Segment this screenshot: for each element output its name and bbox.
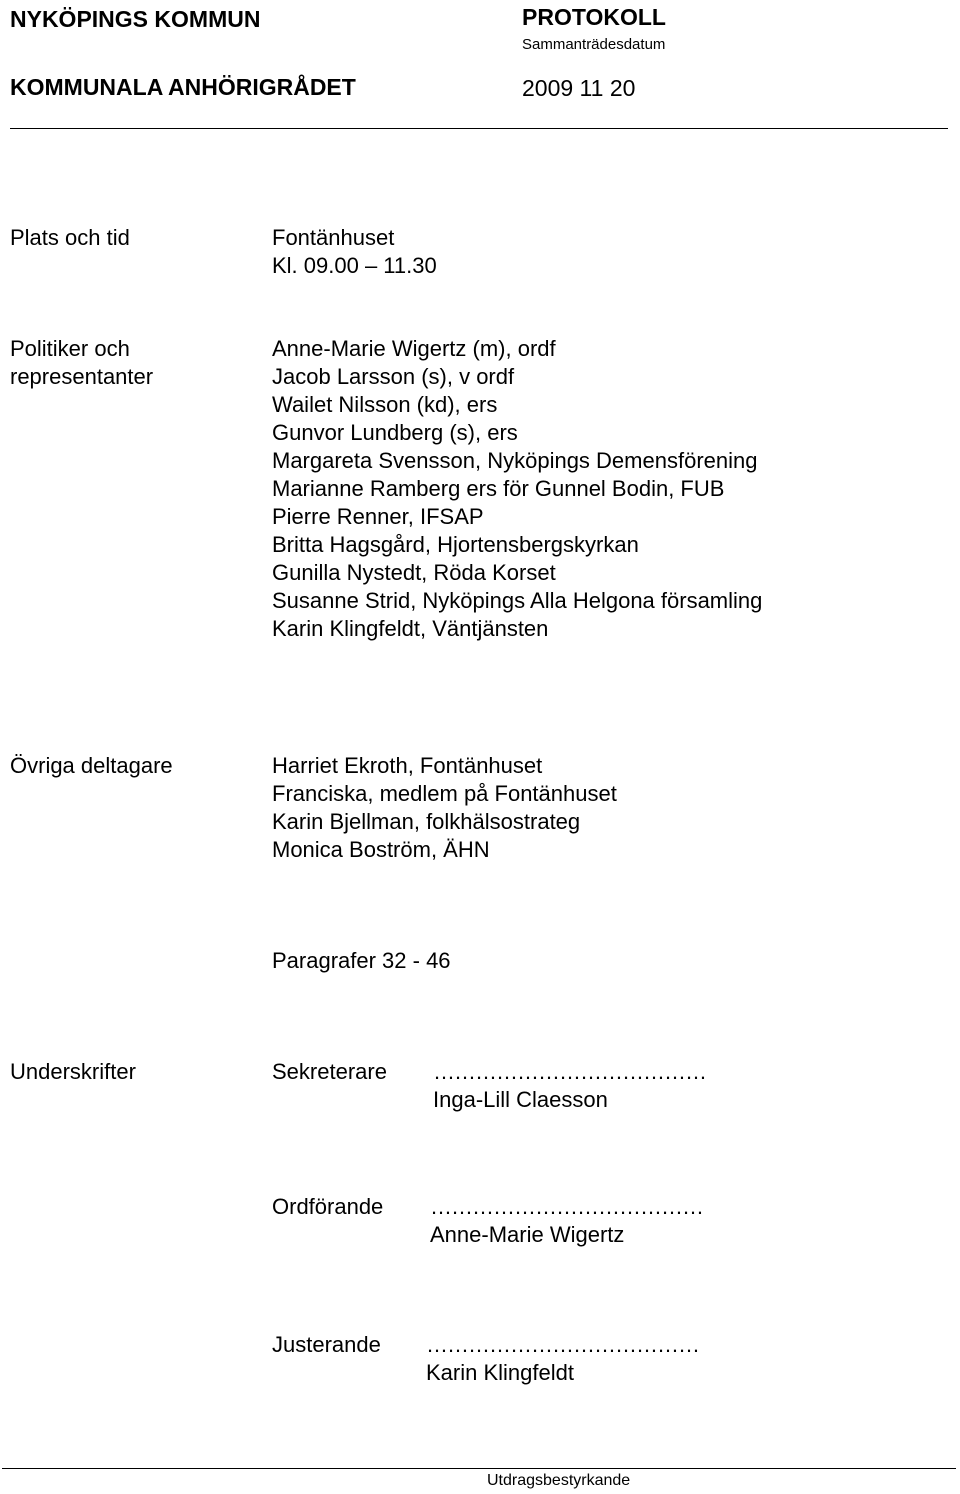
list-item: Monica Boström, ÄHN xyxy=(272,837,490,862)
list-item: Pierre Renner, IFSAP xyxy=(272,504,484,529)
list-item: Marianne Ramberg ers för Gunnel Bodin, FUB xyxy=(272,476,725,501)
list-item: Karin Bjellman, folkhälsostrateg xyxy=(272,809,581,834)
meeting-date: 2009 11 20 xyxy=(522,75,636,101)
others-list xyxy=(272,752,617,864)
secretary-name: Inga-Lill Claesson xyxy=(433,1087,608,1112)
adjuster-name: Karin Klingfeldt xyxy=(426,1360,574,1385)
signature-line: ………………………………… xyxy=(426,1332,699,1357)
signatures-label: Underskrifter xyxy=(10,1059,136,1084)
list-item: Jacob Larsson (s), v ordf xyxy=(272,364,515,389)
adjuster-signature xyxy=(426,1331,699,1387)
secretary-role: Sekreterare xyxy=(272,1059,387,1084)
chair-role: Ordförande xyxy=(272,1194,384,1219)
list-item: Britta Hagsgård, Hjortensbergskyrkan xyxy=(272,532,639,557)
chair-name: Anne-Marie Wigertz xyxy=(430,1222,625,1247)
chair-signature xyxy=(430,1193,703,1249)
politicians-label-line2: representanter xyxy=(10,364,154,389)
secretary-signature xyxy=(433,1058,706,1114)
adjuster-role: Justerande xyxy=(272,1332,381,1357)
footer-divider xyxy=(2,1468,956,1469)
paragraph-range: Paragrafer 32 - 46 xyxy=(272,948,451,973)
politicians-list xyxy=(272,335,762,643)
list-item: Franciska, medlem på Fontänhuset xyxy=(272,781,617,806)
venue: Fontänhuset xyxy=(272,225,395,250)
list-item: Gunilla Nystedt, Röda Korset xyxy=(272,560,556,585)
signature-line: ………………………………… xyxy=(430,1194,703,1219)
list-item: Anne-Marie Wigertz (m), ordf xyxy=(272,336,556,361)
politicians-label-line1: Politiker och xyxy=(10,336,130,361)
list-item: Wailet Nilsson (kd), ers xyxy=(272,392,498,417)
others-label: Övriga deltagare xyxy=(10,753,173,778)
meeting-time: Kl. 09.00 – 11.30 xyxy=(272,253,437,278)
footer-label: Utdragsbestyrkande xyxy=(487,1472,631,1489)
document-type: PROTOKOLL xyxy=(522,4,666,30)
list-item: Gunvor Lundberg (s), ers xyxy=(272,420,518,445)
municipality-name: NYKÖPINGS KOMMUN xyxy=(10,6,261,32)
date-label: Sammanträdesdatum xyxy=(522,36,666,53)
header-divider xyxy=(10,128,948,129)
council-name: KOMMUNALA ANHÖRIGRÅDET xyxy=(10,74,356,100)
politicians-label xyxy=(10,335,153,391)
list-item: Susanne Strid, Nyköpings Alla Helgona församling xyxy=(272,588,763,613)
list-item: Karin Klingfeldt, Väntjänsten xyxy=(272,616,549,641)
list-item: Harriet Ekroth, Fontänhuset xyxy=(272,753,543,778)
place-label: Plats och tid xyxy=(10,225,130,250)
place-details xyxy=(272,224,437,280)
list-item: Margareta Svensson, Nyköpings Demensförening xyxy=(272,448,758,473)
signature-line: ………………………………… xyxy=(433,1059,706,1084)
